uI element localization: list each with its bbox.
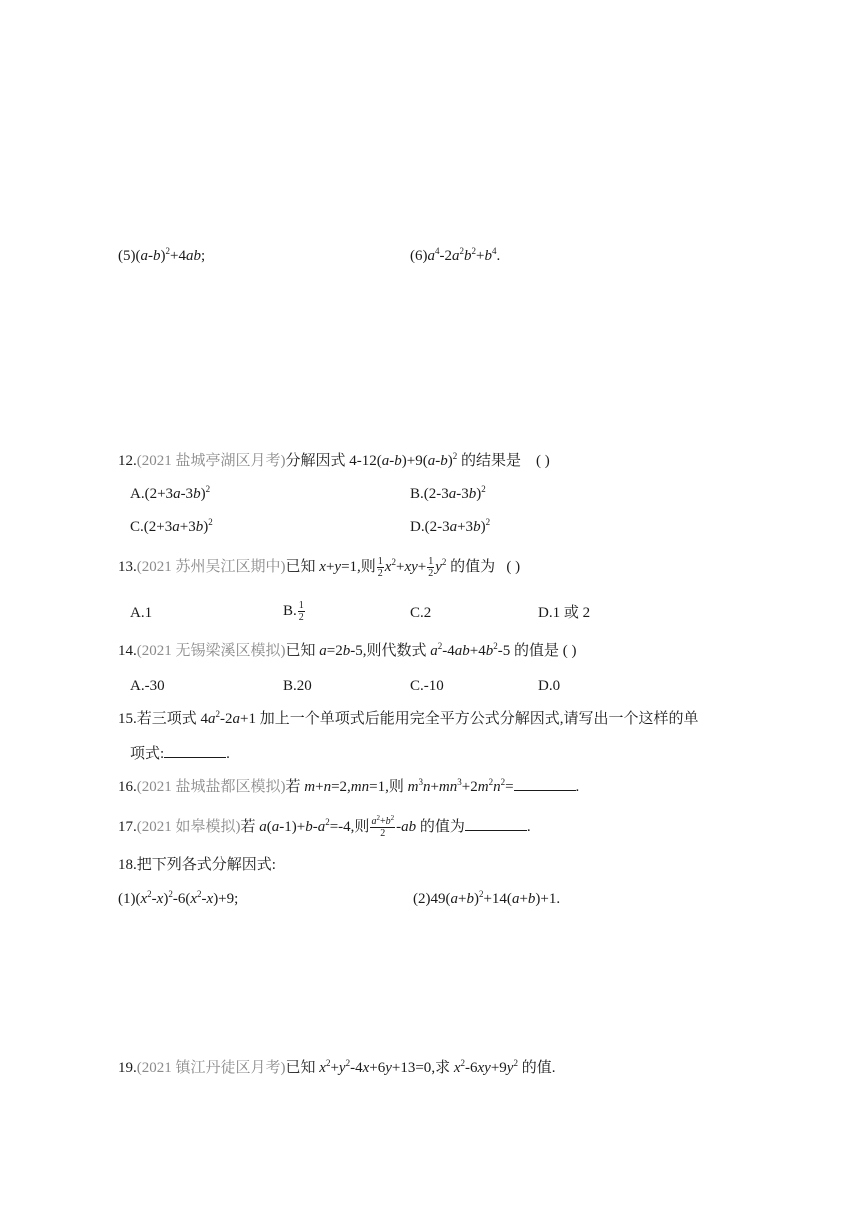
answer-blank	[465, 816, 527, 831]
q15-stem-line2: 项式: .	[130, 743, 230, 764]
q16-source: (2021 盐城盐都区模拟)	[136, 779, 286, 795]
q14-number: 14.	[118, 643, 137, 659]
q14-option-c: C.-10	[410, 678, 444, 694]
q13-option-b: B. $\frac{1}{2}$	[283, 600, 304, 623]
q11-item6: $(6)a^4-2a^2b^2+b^4$.	[410, 246, 501, 264]
q12-answer-paren: ( )	[535, 453, 550, 469]
q12-source: (2021 盐城亭湖区月考)	[136, 453, 286, 469]
q13-number: 13.	[118, 558, 137, 575]
q13-stem: 13.(2021 苏州吴江区期中)已知 x+y=1,则 $\frac{1}{2}$ $x^2+xy+$ $\frac{1}{2}$ $y^2$ 的值为 ( )	[118, 556, 521, 579]
q14-stem: 14.(2021 无锡梁溪区模拟)已知 a=2b-5,则代数式 $a^2-4ab+4b^2-5$ 的值是 ( )	[118, 641, 577, 659]
q12-option-c: $C.(2+3a+3b)^2$	[130, 517, 213, 535]
q12-number: 12.	[118, 453, 137, 469]
fraction-half: $\frac{1}{2}$	[377, 556, 383, 579]
q14-answer-paren: ( )	[562, 643, 577, 659]
q13-answer-paren: ( )	[506, 558, 521, 575]
q13-option-d: D.1 或 2	[538, 605, 591, 621]
q17-stem: 17.(2021 如皋模拟)若 $a(a-1)+b-a^2=-4$,则 $\frac{a^2+b^2}{2}$ -ab 的值为 .	[118, 814, 531, 840]
fraction-squares-half: $\frac{a^2+b^2}{2}$	[371, 814, 395, 840]
q12-stem: 12.(2021 盐城亭湖区月考)分解因式 $4-12(a-b)+9(a-b)^2$ 的结果是 ( )	[118, 451, 550, 469]
q14-option-b: B.20	[283, 678, 312, 694]
q13-option-a: A.1	[130, 605, 153, 621]
q11-item5: $(5)(a-b)^2+4ab$;	[118, 246, 206, 264]
q14-option-d: D.0	[538, 678, 561, 694]
q19-source: (2021 镇江丹徒区月考)	[136, 1060, 286, 1076]
q12-option-b: $B.(2-3a-3b)^2$	[410, 484, 486, 502]
q13-option-c: C.2	[410, 605, 432, 621]
q15-stem: 15.若三项式 $4a^2-2a+1$ 加上一个单项式后能用完全平方公式分解因式,请写出一个这样的单	[118, 709, 699, 727]
q17-source: (2021 如皋模拟)	[136, 819, 241, 835]
answer-blank	[164, 743, 226, 758]
q18-item1: $(1)(x^2-x)^2-6(x^2-x)+9$;	[118, 889, 239, 907]
q15-number: 15.	[118, 711, 137, 727]
q12-option-d: $D.(2-3a+3b)^2$	[410, 517, 491, 535]
q17-number: 17.	[118, 819, 137, 835]
q14-source: (2021 无锡梁溪区模拟)	[136, 643, 286, 659]
q16-number: 16.	[118, 779, 137, 795]
q18-number: 18.	[118, 857, 137, 873]
fraction-half: $\frac{1}{2}$	[298, 600, 304, 623]
q14-option-a: A.-30	[130, 678, 165, 694]
answer-blank	[514, 776, 576, 791]
q19-number: 19.	[118, 1060, 137, 1076]
q16-stem: 16.(2021 盐城盐都区模拟)若 m+n=2,mn=1,则 $m^3n+mn^3+2m^2n^2=$ .	[118, 777, 580, 795]
q13-source: (2021 苏州吴江区期中)	[136, 558, 286, 575]
q18-stem: 18.把下列各式分解因式:	[118, 857, 276, 873]
fraction-half: $\frac{1}{2}$	[428, 556, 434, 579]
q12-option-a: $A.(2+3a-3b)^2$	[130, 484, 211, 502]
q19-stem: 19.(2021 镇江丹徒区月考)已知 $x^2+y^2-4x+6y+13=0$,求 $x^2-6xy+9y^2$ 的值.	[118, 1058, 556, 1076]
q18-item2: $(2)49(a+b)^2+14(a+b)+1$.	[413, 889, 561, 907]
